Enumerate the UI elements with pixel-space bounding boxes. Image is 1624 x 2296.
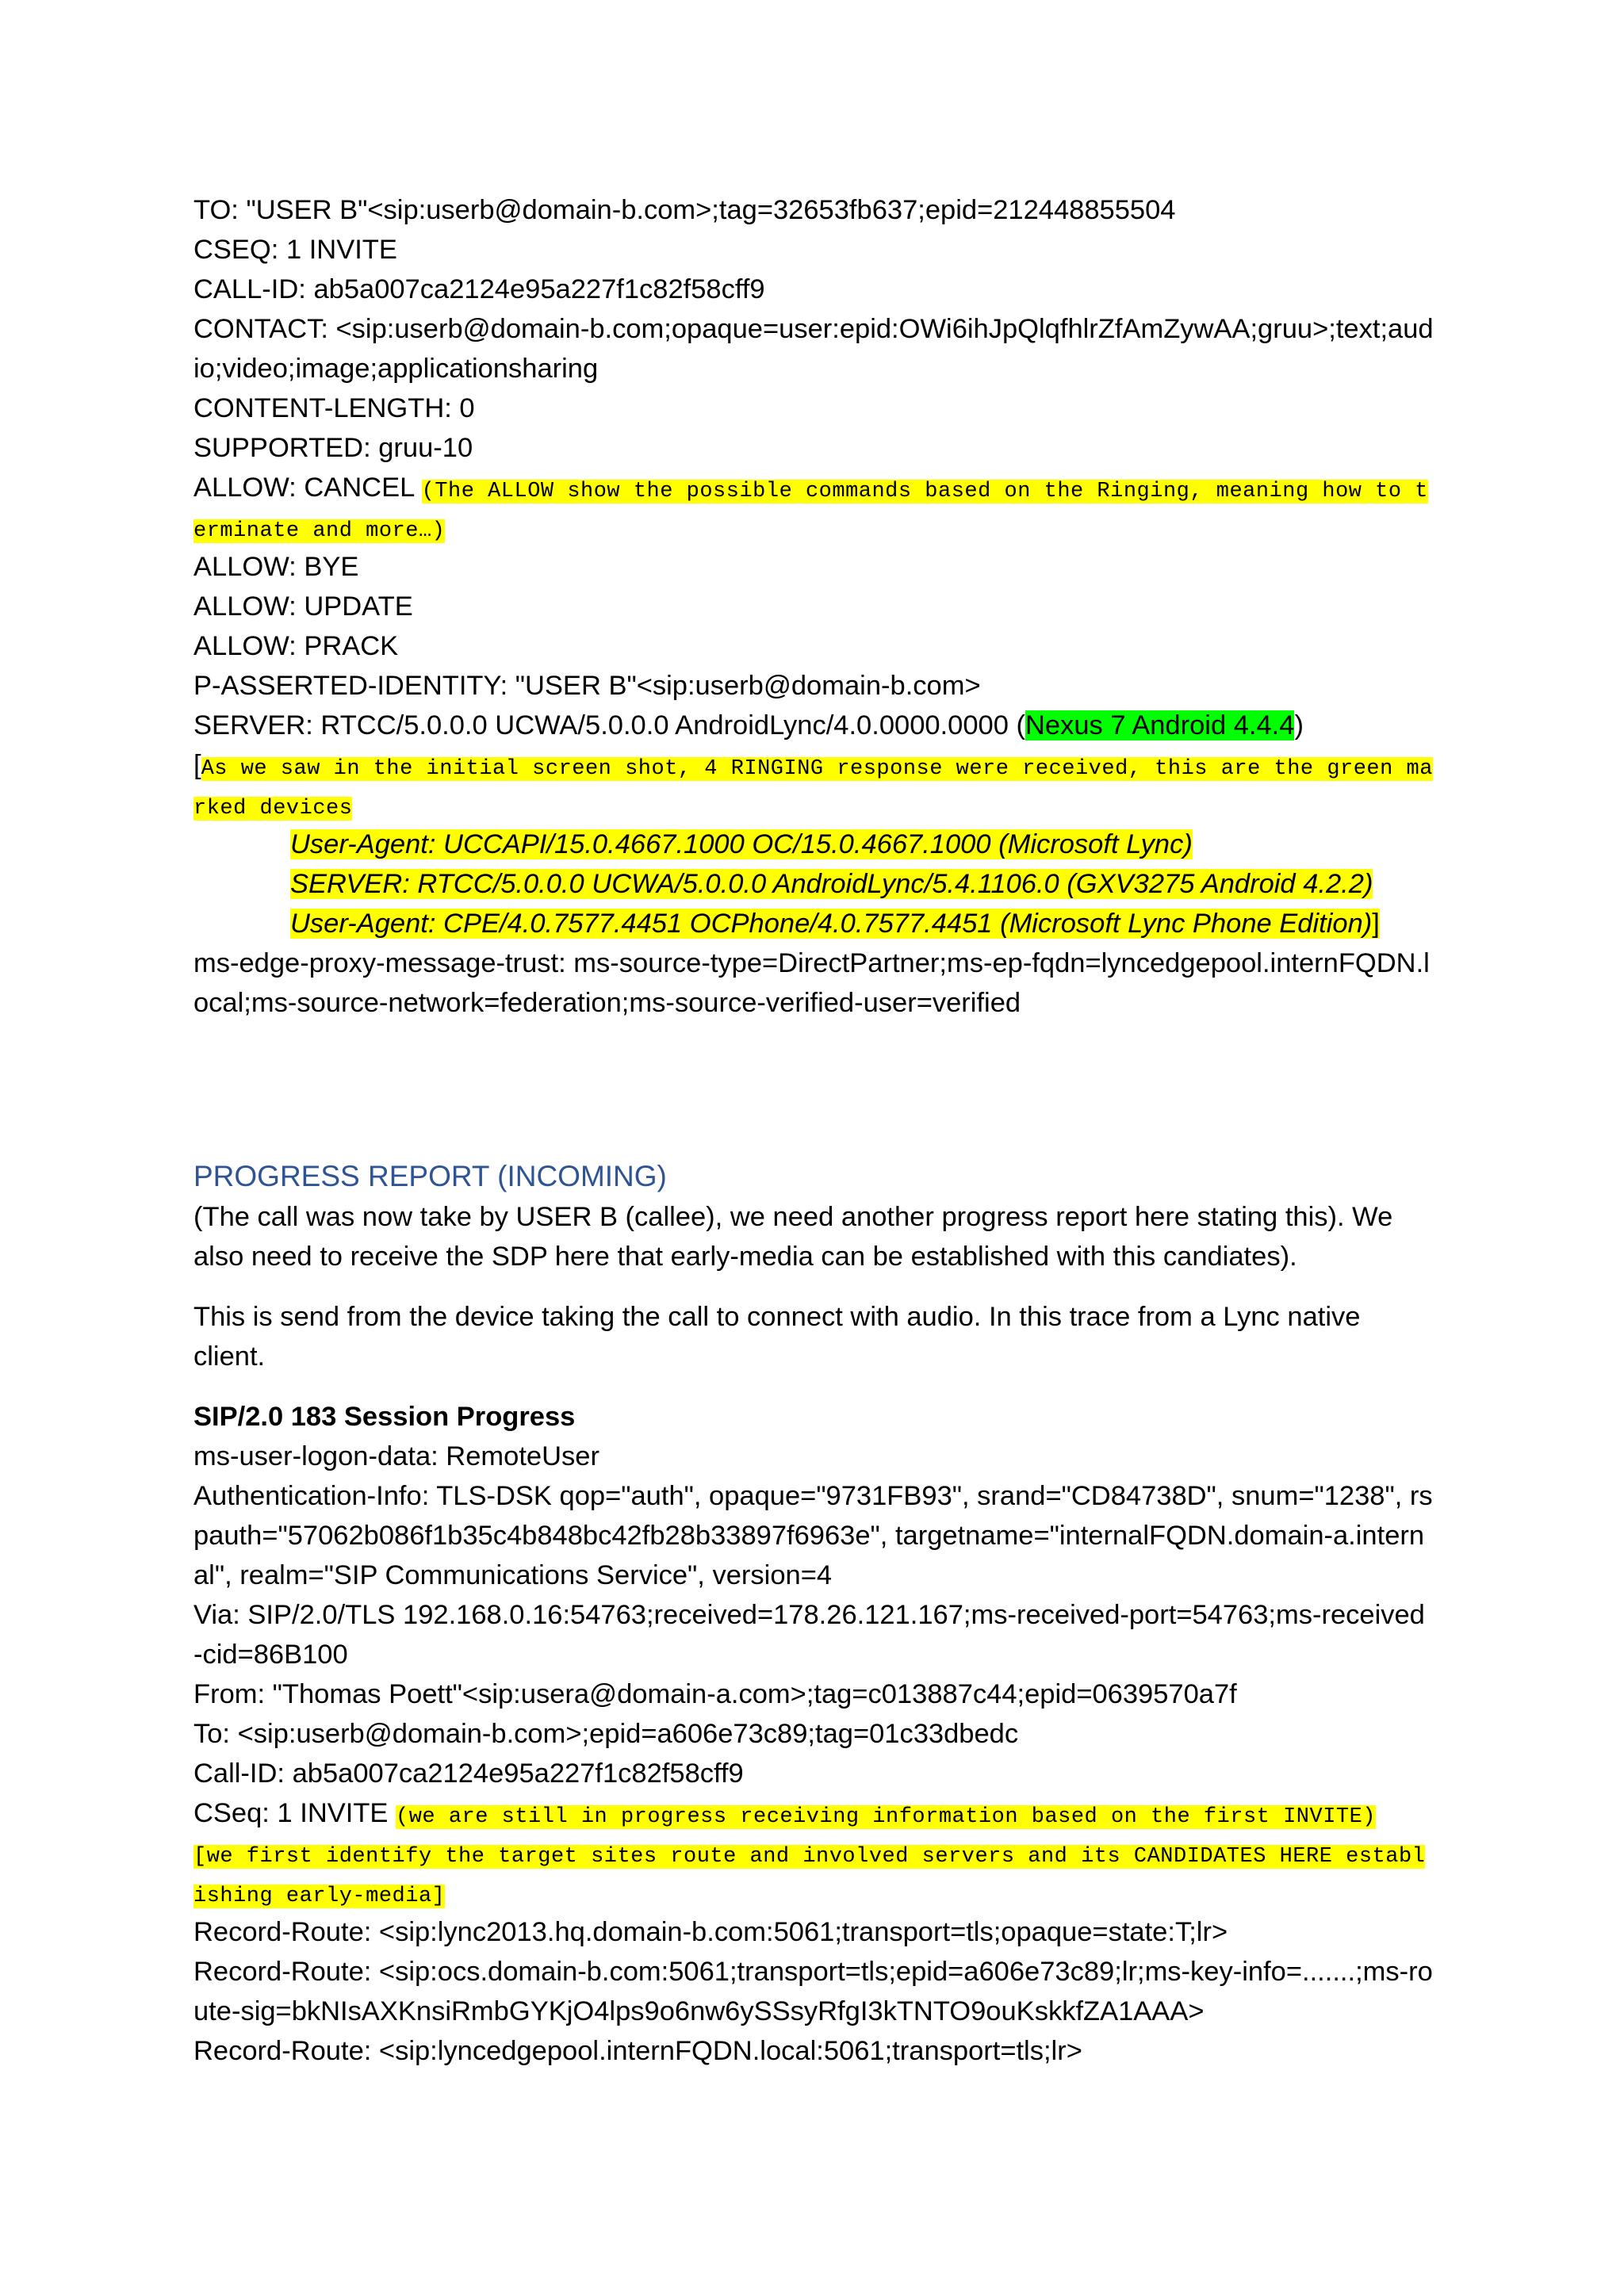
- progress-paragraph-1: (The call was now take by USER B (callee), we need another progress report here stating this). We also need to receive the SDP here that early-media can be established with this candiates).: [193, 1202, 1393, 1272]
- header-cseq: CSEQ: 1 INVITE: [193, 235, 397, 265]
- header-call-id-progress: Call-ID: ab5a007ca2124e95a227f1c82f58cff9: [193, 1758, 744, 1789]
- cseq-note: (we are still in progress receiving information based on the first INVITE): [396, 1805, 1377, 1829]
- header-record-route-3: Record-Route: <sip:lyncedgepool.internFQDN.local:5061;transport=tls;lr>: [193, 2036, 1082, 2066]
- header-logon-data: ms-user-logon-data: RemoteUser: [193, 1441, 599, 1471]
- allow-note: (The ALLOW show the possible commands based on the Ringing, meaning how to terminate and more…): [193, 480, 1428, 543]
- header-to-progress: To: <sip:userb@domain-b.com>;epid=a606e73c89;tag=01c33dbedc: [193, 1719, 1019, 1749]
- sip-status-line: SIP/2.0 183 Session Progress: [193, 1402, 576, 1432]
- header-authentication-info: Authentication-Info: TLS-DSK qop="auth", opaque="9731FB93", srand="CD84738D", snum="1238", rspauth="57062b086f1b35c4b848bc42fb28b33897f6963e", targetname="internalFQDN.domain-a.internal", realm="SIP Communications Service", version=4: [193, 1481, 1433, 1590]
- header-allow-bye: ALLOW: BYE: [193, 552, 359, 582]
- header-to: TO: "USER B"<sip:userb@domain-b.com>;tag=32653fb637;epid=212448855504: [193, 195, 1176, 225]
- header-supported: SUPPORTED: gruu-10: [193, 433, 473, 463]
- header-record-route-1: Record-Route: <sip:lync2013.hq.domain-b.com:5061;transport=tls;opaque=state:T;lr>: [193, 1917, 1228, 1947]
- header-edge-proxy-trust: ms-edge-proxy-message-trust: ms-source-type=DirectPartner;ms-ep-fqdn=lyncedgepool.internFQDN.local;ms-source-network=federation;ms-source-verified-user=verified: [193, 948, 1430, 1018]
- ringing-note: As we saw in the initial screen shot, 4 RINGING response were received, this are the green marked devices: [193, 757, 1433, 821]
- ringing-bracket-open: [: [193, 750, 201, 780]
- progress-paragraph-2: This is send from the device taking the call to connect with audio. In this trace from a Lync native client.: [193, 1302, 1361, 1372]
- header-allow-update: ALLOW: UPDATE: [193, 591, 413, 622]
- user-agent-1-line: [193, 825, 1434, 864]
- header-content-length: CONTENT-LENGTH: 0: [193, 393, 475, 423]
- header-allow-prack: ALLOW: PRACK: [193, 631, 399, 661]
- header-cseq-progress: CSeq: 1 INVITE: [193, 1798, 396, 1828]
- user-agent-3-line: [193, 904, 1434, 943]
- route-note: [we first identify the target sites route and involved servers and its CANDIDATES HERE establishing early-media]: [193, 1845, 1426, 1908]
- server-suffix: ): [1294, 710, 1304, 740]
- route-note-line: [193, 1833, 1434, 1912]
- header-server-line: [193, 706, 1434, 745]
- header-record-route-2: Record-Route: <sip:ocs.domain-b.com:5061;transport=tls;epid=a606e73c89;lr;ms-key-info=.......;ms-route-sig=bkNIsAXKnsiRmbGYKjO4lps9o6nw6ySSsyRfgI3kTNTO9ouKskkfZA1AAA>: [193, 1957, 1433, 2026]
- section-heading-progress-report: PROGRESS REPORT (INCOMING): [193, 1160, 667, 1192]
- user-agent-3: User-Agent: CPE/4.0.7577.4451 OCPhone/4.0.7577.4451 (Microsoft Lync Phone Edition): [290, 909, 1373, 939]
- ringing-bracket-close: ]: [1372, 909, 1380, 939]
- user-agent-1: User-Agent: UCCAPI/15.0.4667.1000 OC/15.0.4667.1000 (Microsoft Lync): [290, 829, 1193, 859]
- server-prefix: SERVER: RTCC/5.0.0.0 UCWA/5.0.0.0 AndroidLync/4.0.0000.0000 (: [193, 710, 1025, 740]
- header-via: Via: SIP/2.0/TLS 192.168.0.16:54763;received=178.26.121.167;ms-received-port=54763;ms-received-cid=86B100: [193, 1600, 1425, 1670]
- user-agent-2-line: [193, 864, 1434, 904]
- header-from: From: "Thomas Poett"<sip:usera@domain-a.com>;tag=c013887c44;epid=0639570a7f: [193, 1679, 1237, 1709]
- header-contact: CONTACT: <sip:userb@domain-b.com;opaque=user:epid:OWi6ihJpQlqfhlrZfAmZywAA;gruu>;text;audio;video;image;applicationsharing: [193, 314, 1434, 384]
- server-device-highlight: Nexus 7 Android 4.4.4: [1025, 710, 1295, 740]
- header-allow-cancel-line: [193, 468, 1434, 547]
- header-call-id: CALL-ID: ab5a007ca2124e95a227f1c82f58cff9: [193, 274, 765, 304]
- header-allow-cancel: ALLOW: CANCEL: [193, 473, 422, 503]
- ringing-note-line: [193, 745, 1434, 825]
- header-cseq-progress-line: [193, 1793, 1434, 1833]
- header-p-asserted-identity: P-ASSERTED-IDENTITY: "USER B"<sip:userb@domain-b.com>: [193, 671, 981, 701]
- user-agent-2: SERVER: RTCC/5.0.0.0 UCWA/5.0.0.0 AndroidLync/5.4.1106.0 (GXV3275 Android 4.2.2): [290, 869, 1373, 899]
